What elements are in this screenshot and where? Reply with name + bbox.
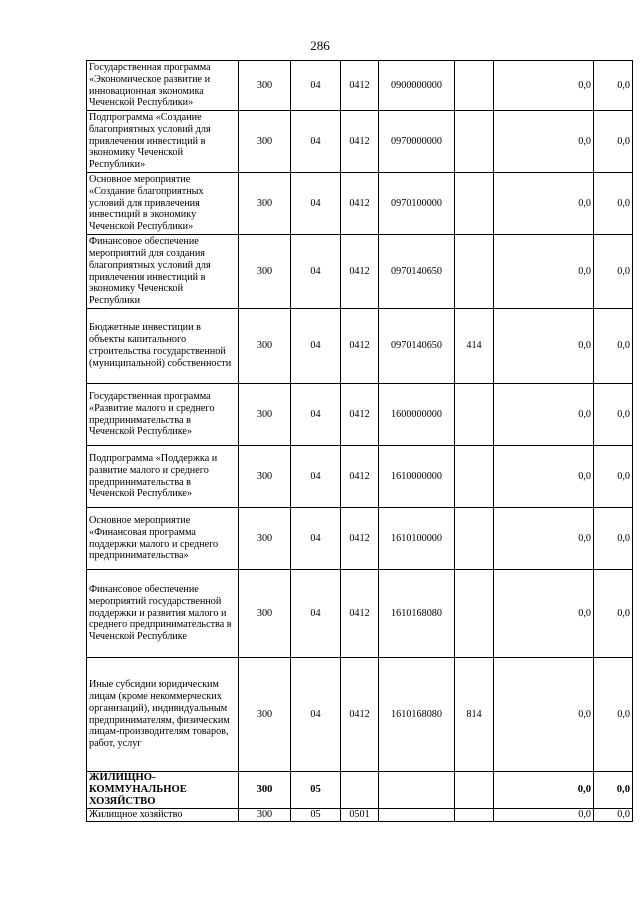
row-pr: 0412	[341, 446, 379, 508]
row-rz: 04	[291, 173, 341, 235]
row-sum-2: 0,0	[594, 658, 633, 772]
row-vr: 814	[455, 658, 494, 772]
row-rz: 04	[291, 111, 341, 173]
row-vr	[455, 446, 494, 508]
row-name: Иные субсидии юридическим лицам (кроме некоммерческих организаций), индивидуальным предпринимателям, физическим лицам-производителям товаров, работ, услуг	[87, 658, 239, 772]
row-sum-1: 0,0	[494, 61, 594, 111]
row-vr	[455, 384, 494, 446]
row-name: Государственная программа «Развитие малого и среднего предпринимательства в Чеченской Республике»	[87, 384, 239, 446]
row-vr	[455, 570, 494, 658]
row-sum-1: 0,0	[494, 658, 594, 772]
row-sum-2: 0,0	[594, 173, 633, 235]
table-row	[87, 173, 633, 235]
row-vr	[455, 508, 494, 570]
row-name: Подпрограмма «Поддержка и развитие малого и среднего предпринимательства в Чеченской Республике»	[87, 446, 239, 508]
row-sum-1: 0,0	[494, 772, 594, 809]
row-vr	[455, 809, 494, 822]
row-pr: 0412	[341, 111, 379, 173]
row-ved: 300	[239, 772, 291, 809]
row-csr: 0900000000	[379, 61, 455, 111]
row-rz: 05	[291, 809, 341, 822]
row-name: Финансовое обеспечение мероприятий государственной поддержки и развития малого и среднего предпринимательства в Чеченской Республике	[87, 570, 239, 658]
table-row	[87, 309, 633, 384]
row-pr: 0412	[341, 384, 379, 446]
table-row	[87, 446, 633, 508]
table-row	[87, 658, 633, 772]
row-rz: 04	[291, 446, 341, 508]
table-row	[87, 384, 633, 446]
row-ved: 300	[239, 61, 291, 111]
row-csr: 0970100000	[379, 173, 455, 235]
table-row	[87, 235, 633, 309]
table-row	[87, 111, 633, 173]
row-name: Бюджетные инвестиции в объекты капитального строительства государственной (муниципальной) собственности	[87, 309, 239, 384]
row-sum-1: 0,0	[494, 508, 594, 570]
row-sum-2: 0,0	[594, 111, 633, 173]
row-sum-1: 0,0	[494, 570, 594, 658]
row-csr: 0970140650	[379, 309, 455, 384]
row-rz: 04	[291, 384, 341, 446]
row-vr	[455, 235, 494, 309]
row-csr: 0970140650	[379, 235, 455, 309]
row-ved: 300	[239, 309, 291, 384]
row-sum-2: 0,0	[594, 309, 633, 384]
row-sum-2: 0,0	[594, 809, 633, 822]
row-name: Государственная программа «Экономическое развитие и инновационная экономика Чеченской Республики»	[87, 61, 239, 111]
row-sum-1: 0,0	[494, 111, 594, 173]
row-rz: 05	[291, 772, 341, 809]
row-sum-1: 0,0	[494, 309, 594, 384]
row-rz: 04	[291, 658, 341, 772]
row-vr	[455, 173, 494, 235]
row-pr: 0412	[341, 61, 379, 111]
row-sum-2: 0,0	[594, 570, 633, 658]
row-vr	[455, 61, 494, 111]
row-ved: 300	[239, 384, 291, 446]
table-row	[87, 61, 633, 111]
row-vr	[455, 772, 494, 809]
row-ved: 300	[239, 809, 291, 822]
row-sum-2: 0,0	[594, 446, 633, 508]
row-name: Финансовое обеспечение мероприятий для создания благоприятных условий для привлечения инвестиций в экономику Чеченской Республики	[87, 235, 239, 309]
row-sum-1: 0,0	[494, 235, 594, 309]
row-rz: 04	[291, 61, 341, 111]
table-row	[87, 570, 633, 658]
row-rz: 04	[291, 309, 341, 384]
row-csr: 1610100000	[379, 508, 455, 570]
row-pr: 0412	[341, 570, 379, 658]
row-csr: 1610168080	[379, 570, 455, 658]
table-row	[87, 772, 633, 809]
row-ved: 300	[239, 111, 291, 173]
table-row	[87, 809, 633, 822]
row-sum-2: 0,0	[594, 508, 633, 570]
row-pr: 0412	[341, 235, 379, 309]
row-rz: 04	[291, 570, 341, 658]
row-ved: 300	[239, 570, 291, 658]
row-rz: 04	[291, 508, 341, 570]
row-pr: 0412	[341, 309, 379, 384]
row-vr	[455, 111, 494, 173]
row-vr: 414	[455, 309, 494, 384]
budget-table	[86, 60, 633, 822]
row-ved: 300	[239, 235, 291, 309]
row-sum-2: 0,0	[594, 772, 633, 809]
row-pr: 0412	[341, 173, 379, 235]
row-pr: 0412	[341, 658, 379, 772]
row-sum-1: 0,0	[494, 384, 594, 446]
row-pr: 0501	[341, 809, 379, 822]
row-sum-1: 0,0	[494, 809, 594, 822]
row-sum-2: 0,0	[594, 384, 633, 446]
page-number: 286	[310, 38, 330, 53]
row-csr: 1610168080	[379, 658, 455, 772]
row-csr: 1600000000	[379, 384, 455, 446]
row-name: Основное мероприятие «Финансовая программа поддержки малого и среднего предпринимательства»	[87, 508, 239, 570]
row-pr: 0412	[341, 508, 379, 570]
row-sum-2: 0,0	[594, 61, 633, 111]
row-name: Основное мероприятие «Создание благоприятных условий для привлечения инвестиций в экономику Чеченской Республики»	[87, 173, 239, 235]
row-sum-1: 0,0	[494, 173, 594, 235]
row-name: Подпрограмма «Создание благоприятных условий для привлечения инвестиций в экономику Чеченской Республики»	[87, 111, 239, 173]
row-sum-2: 0,0	[594, 235, 633, 309]
row-ved: 300	[239, 173, 291, 235]
row-csr: 0970000000	[379, 111, 455, 173]
row-csr	[379, 772, 455, 809]
row-ved: 300	[239, 508, 291, 570]
row-name: ЖИЛИЩНО-КОММУНАЛЬНОЕ ХОЗЯЙСТВО	[87, 772, 239, 809]
row-ved: 300	[239, 446, 291, 508]
row-csr: 1610000000	[379, 446, 455, 508]
row-csr	[379, 809, 455, 822]
table-row	[87, 508, 633, 570]
row-pr	[341, 772, 379, 809]
row-ved: 300	[239, 658, 291, 772]
row-rz: 04	[291, 235, 341, 309]
row-sum-1: 0,0	[494, 446, 594, 508]
row-name: Жилищное хозяйство	[87, 809, 239, 822]
